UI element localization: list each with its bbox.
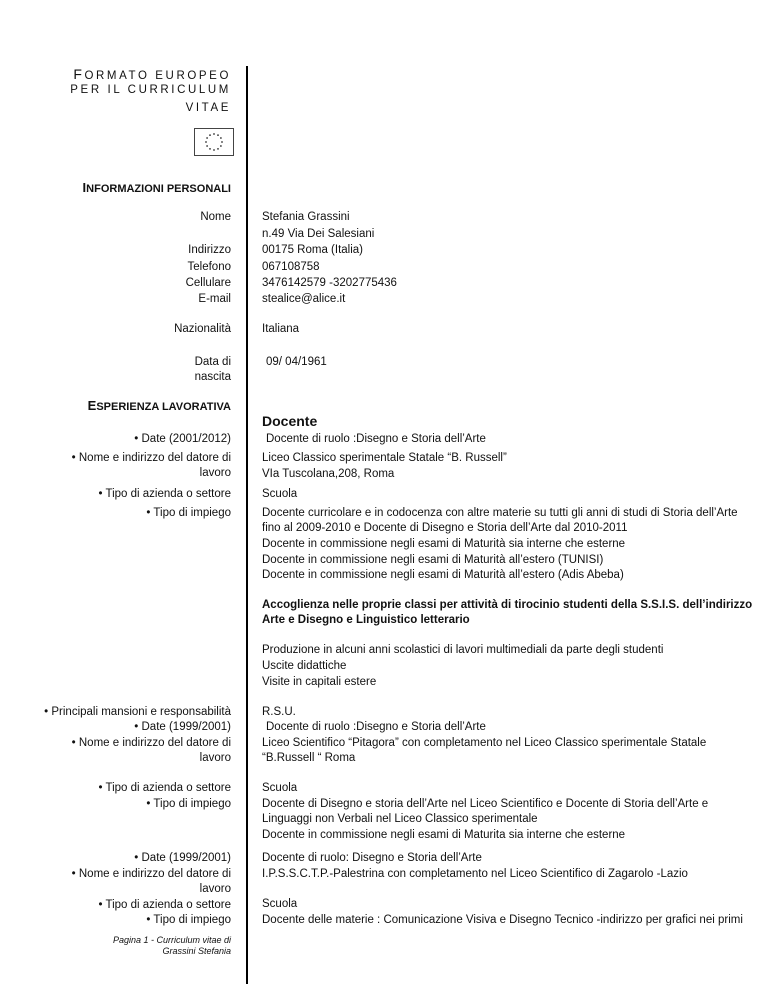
- value-date-3: Docente di ruolo: Disegno e Storia dell’Arte: [262, 852, 482, 864]
- value-job-1-line-4: Docente in commissione negli esami di Maturità all’estero (TUNISI): [262, 554, 604, 566]
- label-date-3: • Date (1999/2001): [134, 852, 231, 864]
- header-line-2: PER IL CURRICULUM: [70, 84, 231, 96]
- label-employer-3b: lavoro: [199, 883, 231, 895]
- label-date-1: • Date (2001/2012): [134, 433, 231, 445]
- value-employer-1b: VIa Tuscolana,208, Roma: [262, 468, 395, 480]
- label-nazionalita: Nazionalità: [174, 323, 231, 335]
- footer-line-2: Grassini Stefania: [162, 946, 231, 956]
- label-job-3: • Tipo di impiego: [146, 914, 231, 926]
- label-sector-3: • Tipo di azienda o settore: [98, 899, 231, 911]
- label-employer-1b: lavoro: [199, 467, 231, 479]
- label-job-1: • Tipo di impiego: [146, 507, 231, 519]
- label-indirizzo: Indirizzo: [188, 244, 231, 256]
- value-job-1-line-3: Docente in commissione negli esami di Maturità sia interne che esterne: [262, 538, 626, 550]
- value-nome: Stefania Grassini: [262, 211, 350, 223]
- label-telefono: Telefono: [187, 261, 231, 273]
- value-date-1: Docente di ruolo :Disegno e Storia dell’Arte: [266, 433, 486, 445]
- section-personal-info: INFORMAZIONI PERSONALI: [82, 180, 231, 195]
- eu-flag-icon: [194, 128, 234, 156]
- value-indirizzo-2: 00175 Roma (Italia): [262, 244, 363, 256]
- label-data-nascita-1: Data di: [194, 356, 231, 368]
- label-nome: Nome: [200, 211, 231, 223]
- value-email: stealice@alice.it: [262, 293, 346, 305]
- value-date-2: Docente di ruolo :Disegno e Storia dell’Arte: [266, 721, 486, 733]
- footer-line-1: Pagina 1 - Curriculum vitae di: [112, 935, 231, 945]
- value-cellulare: 3476142579 -3202775436: [262, 277, 397, 289]
- label-email: E-mail: [198, 293, 231, 305]
- label-responsibilities: • Principali mansioni e responsabilità: [44, 706, 231, 718]
- value-employer-1a: Liceo Classico sperimentale Statale “B. Russell”: [262, 452, 507, 464]
- value-job-1-line-1: Docente curricolare e in codocenza con altre materie su tutti gli anni di studi di Storia dell’Arte: [262, 507, 738, 519]
- value-sector-2: Scuola: [262, 782, 298, 794]
- value-extra-line-1: Produzione in alcuni anni scolastici di lavori multimediali da parte degli studenti: [262, 644, 664, 656]
- label-date-2: • Date (1999/2001): [134, 721, 231, 733]
- value-job-1-line-2: fino al 2009-2010 e Docente di Disegno e Storia dell’Arte dal 2010-2011: [262, 522, 628, 534]
- label-data-nascita-2: nascita: [194, 371, 231, 383]
- label-job-2: • Tipo di impiego: [146, 798, 231, 810]
- value-extra-line-3: Visite in capitali estere: [262, 676, 377, 688]
- label-cellulare: Cellulare: [185, 277, 231, 289]
- value-sector-1: Scuola: [262, 488, 298, 500]
- value-data-nascita: 09/ 04/1961: [266, 356, 327, 368]
- value-job-3: Docente delle materie : Comunicazione Visiva e Disegno Tecnico -indirizzo per grafici nei primi: [262, 914, 743, 926]
- value-telefono: 067108758: [262, 261, 320, 273]
- value-nazionalita: Italiana: [262, 323, 300, 335]
- label-employer-2a: • Nome e indirizzo del datore di: [71, 737, 231, 749]
- value-sector-3: Scuola: [262, 898, 298, 910]
- value-employer-2b: “B.Russell “ Roma: [262, 752, 356, 764]
- label-employer-2b: lavoro: [199, 752, 231, 764]
- value-job-2-line-3: Docente in commissione negli esami di Maturita sia interne che esterne: [262, 829, 626, 841]
- section-work-experience: ESPERIENZA LAVORATIVA: [87, 398, 231, 413]
- label-sector-1: • Tipo di azienda o settore: [98, 488, 231, 500]
- experience-title: Docente: [262, 413, 318, 429]
- header-line-3: VITAE: [185, 102, 231, 114]
- value-tirocinio-line-2: Arte e Disegno e Linguistico letterario: [262, 614, 470, 626]
- label-employer-1a: • Nome e indirizzo del datore di: [71, 452, 231, 464]
- value-employer-3: I.P.S.S.C.T.P.-Palestrina con completamento nel Liceo Scientifico di Zagarolo -Lazio: [262, 868, 688, 880]
- column-divider: [246, 66, 248, 984]
- value-responsibilities: R.S.U.: [262, 706, 296, 718]
- value-tirocinio-line-1: Accoglienza nelle proprie classi per attività di tirocinio studenti della S.S.I.S. dell’indirizzo: [262, 599, 753, 611]
- label-employer-3a: • Nome e indirizzo del datore di: [71, 868, 231, 880]
- value-job-1-line-5: Docente in commissione negli esami di Maturità all’estero (Adis Abeba): [262, 569, 624, 581]
- label-sector-2: • Tipo di azienda o settore: [98, 782, 231, 794]
- value-job-2-line-1: Docente di Disegno e storia dell’Arte nel Liceo Scientifico e Docente di Storia dell’Arte e: [262, 798, 709, 810]
- value-extra-line-2: Uscite didattiche: [262, 660, 347, 672]
- value-employer-2a: Liceo Scientifico “Pitagora” con completamento nel Liceo Classico sperimentale Statale: [262, 737, 707, 749]
- value-indirizzo-1: n.49 Via Dei Salesiani: [262, 228, 375, 240]
- header-line-1: FORMATO EUROPEO: [73, 66, 231, 82]
- value-job-2-line-2: Linguaggi non Verbali nel Liceo Classico sperimentale: [262, 813, 538, 825]
